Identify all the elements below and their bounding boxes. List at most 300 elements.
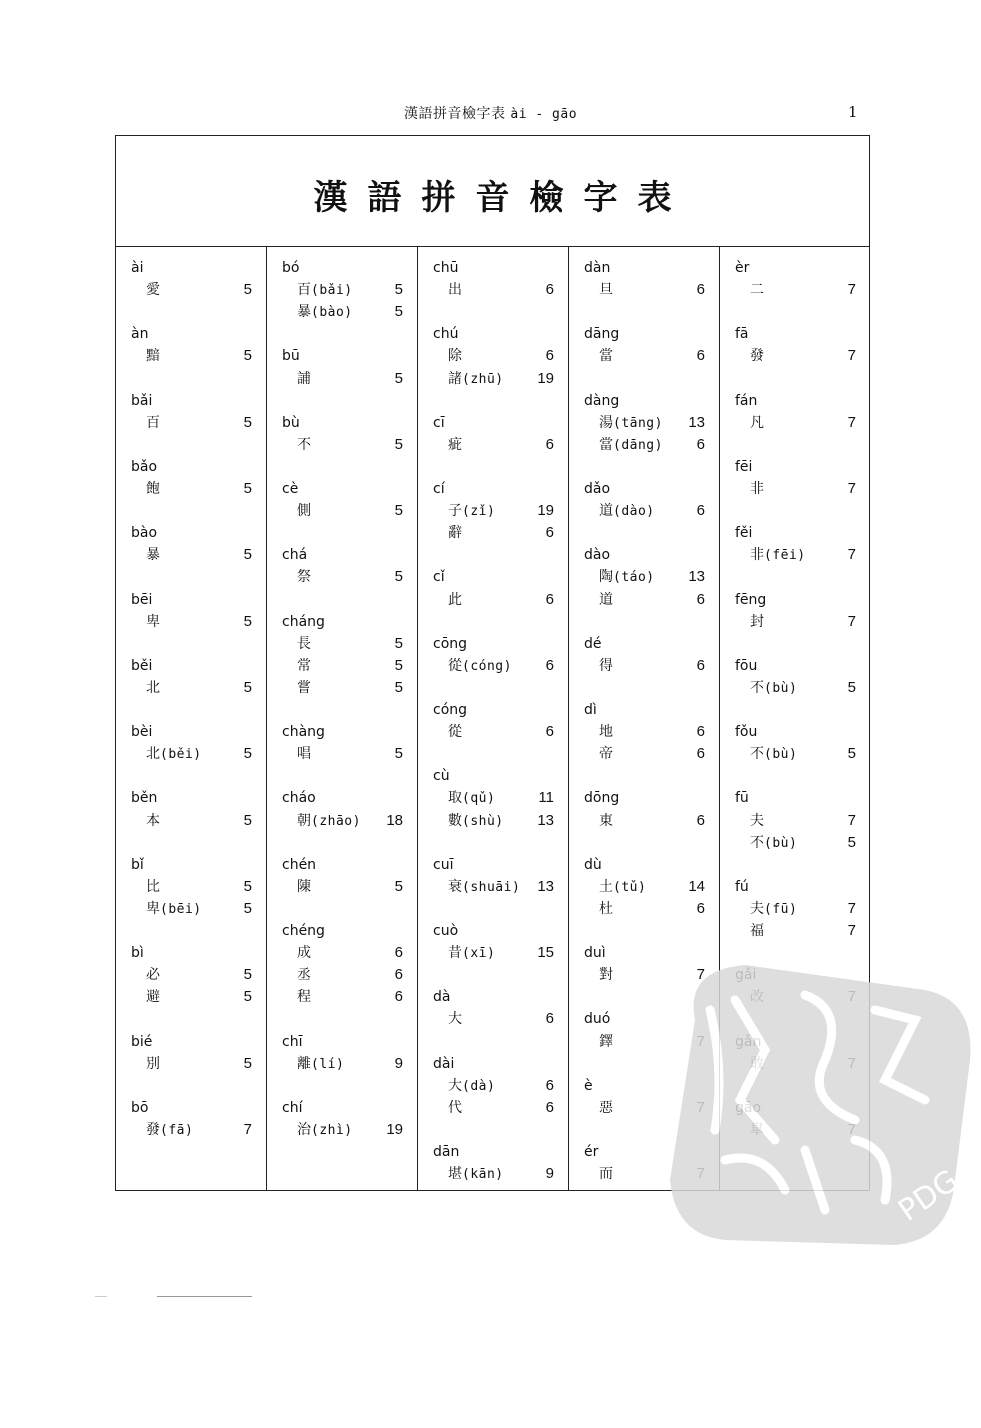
entry-character: 本 [146, 812, 160, 829]
entry-character-group [599, 434, 663, 457]
entry-character-group [599, 1031, 613, 1053]
entry-reading: (fēi) [764, 548, 806, 564]
entry-character: 愛 [146, 282, 160, 299]
character-entry [418, 1163, 568, 1185]
entry-page-number: 13 [537, 811, 554, 829]
character-entry [418, 721, 568, 743]
entry-page-number: 6 [696, 281, 705, 299]
entry-character: 側 [297, 503, 311, 520]
syllable-heading: dào [584, 547, 611, 564]
syllable-heading: bēi [131, 591, 153, 608]
entry-page-number: 7 [847, 480, 856, 497]
syllable-heading: fú [735, 878, 749, 895]
entry-character: 堪 [448, 1166, 462, 1183]
entry-page-number: 6 [394, 988, 403, 1006]
entry-character-group [297, 368, 311, 390]
entry-character-group [599, 412, 663, 435]
entry-character-group [146, 743, 202, 766]
entry-character: 發 [750, 348, 764, 365]
entry-character-group [146, 1119, 193, 1142]
entry-character: 杜 [599, 900, 613, 917]
entry-page-number: 7 [696, 966, 705, 984]
entry-character-group [297, 986, 311, 1008]
entry-character-group [448, 279, 462, 301]
character-entry [116, 677, 266, 699]
entry-reading: (zhū) [462, 371, 504, 387]
entry-page-number: 6 [545, 347, 554, 365]
entry-character-group [448, 522, 462, 544]
syllable-heading: duì [584, 945, 606, 962]
character-entry [418, 589, 568, 611]
character-entry [116, 876, 266, 898]
character-entry [569, 434, 719, 456]
entry-character: 不 [750, 679, 764, 696]
entry-character: 暴 [297, 304, 311, 321]
syllable-heading: chéng [282, 923, 325, 939]
syllable-heading: chá [282, 547, 308, 564]
syllable-heading: cí [433, 481, 445, 497]
entry-character: 黯 [146, 348, 160, 365]
page-title: 漢語拼音檢字表 [313, 177, 692, 218]
entry-character-group [297, 301, 353, 324]
entry-page-number: 5 [243, 678, 252, 696]
syllable-heading: fěi [735, 525, 753, 542]
entry-page-number: 6 [545, 1098, 554, 1116]
entry-character-group [297, 279, 353, 302]
entry-page-number: 6 [394, 966, 403, 984]
entry-character-group [448, 942, 495, 965]
entry-character: 卑 [146, 613, 160, 630]
library-seal-watermark [655, 950, 981, 1250]
character-entry [267, 301, 417, 323]
syllable-heading: bèi [131, 724, 153, 741]
syllable-heading: fǒu [735, 724, 758, 741]
entry-page-number: 5 [243, 811, 252, 829]
entry-character: 暴 [146, 547, 160, 564]
entry-character: 道 [599, 591, 613, 608]
entry-character-group [297, 500, 311, 522]
entry-reading: (tǔ) [613, 879, 647, 895]
entry-character: 嘗 [297, 679, 311, 696]
entry-character-group [750, 412, 764, 434]
entry-character: 必 [146, 967, 160, 984]
character-entry [418, 500, 568, 522]
entry-character: 帝 [599, 746, 613, 763]
syllable-heading: cù [433, 768, 450, 785]
character-entry [418, 876, 568, 898]
entry-character-group [448, 368, 504, 391]
syllable-heading: ér [584, 1144, 599, 1160]
syllable-heading: bào [131, 525, 158, 542]
entry-character: 北 [146, 746, 160, 763]
entry-character: 出 [448, 282, 462, 299]
entry-page-number: 5 [394, 745, 403, 763]
entry-character: 誧 [297, 370, 311, 387]
entry-reading: (fā) [160, 1122, 194, 1138]
entry-character-group [146, 810, 160, 832]
character-entry [569, 589, 719, 611]
entry-reading: (tāng) [613, 415, 663, 431]
entry-reading: (bù) [764, 747, 798, 763]
entry-page-number: 6 [696, 347, 705, 365]
entry-reading: (lí) [311, 1056, 345, 1072]
syllable-heading: dà [433, 989, 451, 1006]
running-head [0, 103, 981, 123]
entry-character: 地 [599, 724, 613, 741]
entry-character-group [297, 942, 311, 964]
character-entry [267, 876, 417, 898]
entry-page-number: 6 [545, 1010, 554, 1028]
entry-page-number: 14 [688, 877, 705, 895]
entry-character: 取 [448, 790, 462, 807]
syllable-heading: chī [282, 1033, 303, 1050]
entry-page-number: 5 [394, 369, 403, 387]
character-entry [720, 478, 870, 500]
entry-character-group [297, 876, 311, 898]
entry-page-number: 5 [394, 435, 403, 453]
entry-character: 夫 [750, 900, 764, 917]
entry-character-group [750, 810, 764, 832]
entry-page-number: 6 [696, 656, 705, 674]
entry-character: 得 [599, 657, 613, 674]
character-entry [267, 677, 417, 699]
entry-character: 成 [297, 945, 311, 962]
entry-character-group [750, 832, 797, 855]
syllable-heading: dài [433, 1055, 455, 1072]
entry-character: 陳 [297, 878, 311, 895]
syllable-heading: běi [131, 657, 153, 674]
syllable-heading: dù [584, 856, 602, 873]
character-entry [116, 544, 266, 566]
syllable-heading: fū [735, 790, 749, 807]
entry-character-group [297, 655, 311, 677]
entry-page-number: 6 [696, 723, 705, 741]
entry-character: 程 [297, 989, 311, 1006]
entry-character: 昔 [448, 945, 462, 962]
entry-character-group [297, 743, 311, 765]
entry-character-group [599, 655, 613, 677]
entry-character-group [448, 1097, 462, 1119]
character-entry [720, 611, 870, 633]
character-entry [267, 1053, 417, 1075]
character-entry [418, 345, 568, 367]
entry-reading: (zhì) [311, 1122, 353, 1138]
syllable-heading: dōng [584, 790, 620, 807]
entry-character-group [448, 787, 495, 810]
syllable-heading: bǎi [131, 392, 153, 409]
entry-reading: (dà) [462, 1078, 496, 1094]
character-entry [569, 743, 719, 765]
syllable-heading: bū [282, 348, 300, 365]
syllable-heading: dāng [584, 326, 620, 343]
entry-character: 代 [448, 1099, 462, 1116]
entry-reading: (dāng) [613, 437, 663, 453]
character-entry [267, 655, 417, 677]
character-entry [720, 920, 870, 942]
character-entry [267, 942, 417, 964]
entry-reading: (táo) [613, 570, 655, 586]
entry-reading: (bù) [764, 835, 798, 851]
entry-page-number: 5 [243, 347, 252, 365]
character-entry [720, 810, 870, 832]
entry-page-number: 19 [537, 369, 554, 387]
syllable-heading: àn [131, 326, 149, 343]
entry-character-group [146, 898, 202, 921]
entry-character-group [146, 677, 160, 699]
entry-character-group [750, 279, 764, 301]
entry-page-number: 5 [847, 833, 856, 851]
entry-page-number: 5 [394, 281, 403, 299]
entry-character-group [448, 589, 462, 611]
entry-character-group [599, 876, 646, 899]
syllable-heading: cōng [433, 635, 468, 652]
entry-page-number: 15 [537, 944, 554, 962]
character-entry [569, 898, 719, 920]
entry-reading: (shù) [462, 813, 504, 829]
entry-character-group [599, 964, 613, 986]
entry-character: 比 [146, 878, 160, 895]
entry-character: 福 [750, 923, 764, 939]
character-entry [418, 522, 568, 544]
entry-character: 夫 [750, 812, 764, 829]
entry-character-group [297, 964, 311, 986]
syllable-heading: duó [584, 1011, 611, 1028]
entry-page-number: 13 [688, 413, 705, 431]
character-entry [418, 1008, 568, 1030]
character-entry [267, 279, 417, 301]
entry-reading: (zǐ) [462, 504, 496, 520]
entry-character-group [146, 345, 160, 367]
entry-character: 對 [599, 967, 613, 984]
character-entry [267, 986, 417, 1008]
entry-character-group [448, 434, 462, 456]
entry-character-group [599, 1097, 613, 1119]
entry-page-number: 11 [538, 789, 554, 807]
entry-character-group [750, 898, 797, 921]
entry-character-group [448, 810, 504, 833]
entry-reading: (qǔ) [462, 791, 496, 807]
entry-character: 別 [146, 1055, 160, 1072]
entry-page-number: 5 [847, 678, 856, 696]
character-entry [267, 964, 417, 986]
entry-page-number: 6 [696, 745, 705, 763]
character-entry [569, 412, 719, 434]
character-entry [267, 633, 417, 655]
entry-character-group [146, 611, 160, 633]
syllable-heading: bō [131, 1099, 149, 1116]
entry-character-group [750, 920, 764, 942]
syllable-heading: cháo [282, 790, 316, 807]
character-entry [569, 655, 719, 677]
entry-character-group [599, 345, 613, 367]
character-entry [267, 566, 417, 588]
entry-character: 道 [599, 503, 613, 520]
character-entry [418, 810, 568, 832]
entry-character: 發 [146, 1121, 160, 1138]
syllable-heading: fēng [735, 591, 767, 608]
entry-character-group [750, 478, 764, 500]
syllable-heading: chàng [282, 724, 325, 741]
entry-character-group [750, 611, 764, 633]
entry-reading: (shuāi) [462, 879, 521, 895]
character-entry [720, 345, 870, 367]
entry-character: 東 [599, 812, 613, 829]
character-entry [116, 743, 266, 765]
entry-page-number: 5 [394, 303, 403, 321]
running-head-range: ài - gāo [510, 107, 578, 122]
character-entry [116, 478, 266, 500]
entry-page-number: 5 [243, 877, 252, 895]
entry-character: 此 [448, 591, 462, 608]
character-entry [569, 876, 719, 898]
entry-character-group [146, 412, 160, 434]
syllable-heading: bǎo [131, 458, 158, 475]
character-entry [418, 279, 568, 301]
entry-character-group [599, 566, 655, 589]
entry-character-group [297, 633, 311, 655]
character-entry [418, 655, 568, 677]
character-entry [418, 368, 568, 390]
entry-character-group [297, 434, 311, 456]
entry-reading: (fū) [764, 901, 798, 917]
character-entry [116, 345, 266, 367]
entry-reading: (bǎi) [311, 283, 353, 299]
entry-character-group [750, 677, 797, 700]
entry-character: 從 [448, 657, 462, 674]
character-entry [267, 1119, 417, 1141]
character-entry [116, 279, 266, 301]
entry-reading: (běi) [160, 747, 202, 763]
entry-page-number: 19 [386, 1120, 403, 1138]
entry-character: 大 [448, 1011, 462, 1028]
entry-character: 百 [146, 414, 160, 431]
entry-character-group [146, 544, 160, 566]
syllable-heading: cuī [433, 856, 454, 873]
syllable-heading: bì [131, 945, 144, 962]
character-entry [116, 964, 266, 986]
entry-page-number: 6 [696, 899, 705, 917]
entry-character-group [448, 1075, 495, 1098]
entry-character: 從 [448, 724, 462, 741]
entry-page-number: 6 [545, 723, 554, 741]
entry-page-number: 18 [386, 811, 403, 829]
entry-page-number: 7 [847, 922, 856, 939]
entry-character-group [599, 810, 613, 832]
syllable-heading: dān [433, 1144, 460, 1160]
entry-character: 衰 [448, 878, 462, 895]
syllable-heading: fōu [735, 657, 758, 674]
entry-character: 治 [297, 1121, 311, 1138]
entry-reading: (dào) [613, 504, 655, 520]
syllable-heading: dé [584, 635, 602, 652]
syllable-heading: bié [131, 1033, 153, 1050]
syllable-heading: dàng [584, 392, 620, 409]
character-entry [116, 810, 266, 832]
syllable-heading: cǐ [433, 569, 445, 586]
character-entry [569, 345, 719, 367]
entry-reading: (cóng) [462, 658, 512, 674]
entry-page-number: 7 [847, 546, 856, 564]
title-box [116, 136, 869, 247]
entry-character-group [448, 1163, 504, 1186]
entry-reading: (bù) [764, 680, 798, 696]
syllable-heading: cè [282, 481, 299, 497]
entry-page-number: 7 [847, 413, 856, 431]
entry-page-number: 13 [688, 568, 705, 586]
entry-page-number: 6 [545, 435, 554, 453]
syllable-heading: dǎo [584, 481, 611, 497]
entry-character-group [448, 1008, 462, 1030]
entry-character: 不 [297, 436, 311, 453]
entry-character-group [146, 478, 160, 500]
syllable-heading: èr [735, 260, 750, 276]
running-head-label: 漢語拼音檢字表 [403, 106, 506, 122]
entry-character-group [448, 500, 495, 523]
entry-reading: (bào) [311, 305, 353, 321]
character-entry [116, 986, 266, 1008]
entry-character-group [146, 279, 160, 301]
entry-character-group [599, 589, 613, 611]
syllable-heading: chí [282, 1099, 303, 1116]
entry-character: 除 [448, 348, 462, 365]
entry-character: 諸 [448, 370, 462, 387]
entry-character: 不 [750, 834, 764, 851]
character-entry [116, 898, 266, 920]
entry-page-number: 5 [243, 413, 252, 431]
entry-character-group [297, 677, 311, 699]
entry-page-number: 9 [545, 1165, 554, 1183]
character-entry [418, 434, 568, 456]
entry-page-number: 5 [394, 634, 403, 652]
entry-character: 子 [448, 503, 462, 520]
entry-page-number: 5 [243, 1054, 252, 1072]
entry-character: 北 [146, 679, 160, 696]
entry-page-number: 6 [696, 435, 705, 453]
entry-page-number: 19 [537, 502, 554, 520]
entry-character: 當 [599, 348, 613, 365]
entry-page-number: 5 [243, 899, 252, 917]
entry-character-group [599, 898, 613, 920]
entry-character: 當 [599, 436, 613, 453]
entry-character: 土 [599, 878, 613, 895]
entry-reading: (kān) [462, 1167, 504, 1183]
seal-pdg-text: PDG [892, 1163, 966, 1229]
entry-character: 百 [297, 282, 311, 299]
entry-page-number: 5 [243, 281, 252, 299]
footer-rule [157, 1296, 252, 1297]
entry-character: 辭 [448, 525, 462, 542]
entry-character-group [297, 566, 311, 588]
character-entry [720, 412, 870, 434]
entry-character-group [448, 655, 512, 678]
entry-page-number: 5 [394, 502, 403, 520]
entry-character: 長 [297, 635, 311, 652]
character-entry [267, 368, 417, 390]
character-entry [720, 898, 870, 920]
entry-character-group [750, 743, 797, 766]
entry-reading: (xī) [462, 946, 496, 962]
entry-character-group [599, 500, 655, 523]
entry-page-number: 7 [847, 347, 856, 365]
entry-character: 凡 [750, 414, 764, 431]
entry-character: 惡 [599, 1099, 613, 1116]
syllable-heading: è [584, 1077, 593, 1094]
entry-page-number: 5 [394, 678, 403, 696]
entry-page-number: 5 [243, 745, 252, 763]
entry-page-number: 6 [545, 281, 554, 299]
character-entry [720, 544, 870, 566]
entry-character-group [448, 345, 462, 367]
